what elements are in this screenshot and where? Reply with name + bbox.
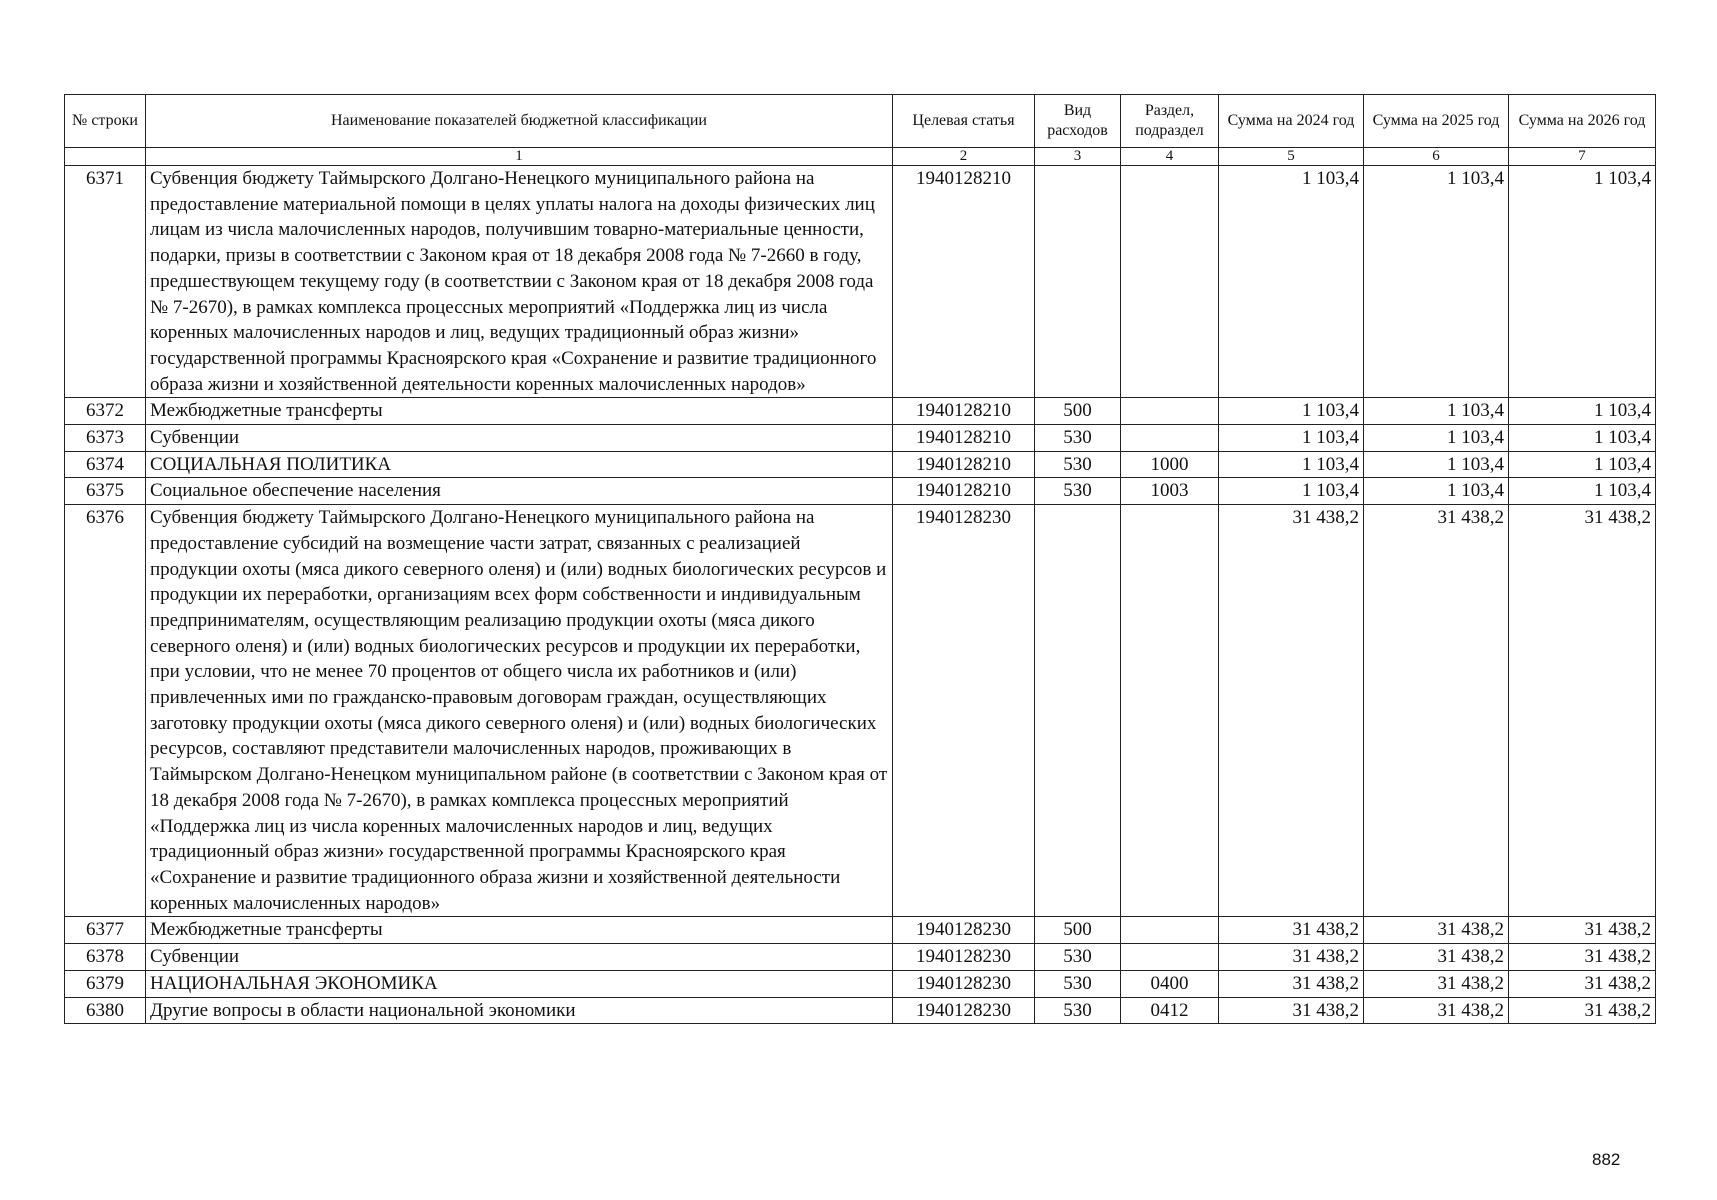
row-type: 500 (1035, 398, 1121, 425)
table-row (65, 478, 1656, 505)
row-sum-2026: 1 103,4 (1509, 166, 1656, 398)
row-sum-2024: 31 438,2 (1219, 944, 1364, 971)
header-name: Наименование показателей бюджетной классификации (146, 95, 893, 148)
row-sum-2025: 1 103,4 (1364, 398, 1509, 425)
table-row (65, 166, 1656, 398)
header-type: Вид расходов (1035, 95, 1121, 148)
row-section (1121, 166, 1219, 398)
row-sum-2024: 1 103,4 (1219, 478, 1364, 505)
row-number: 6376 (65, 505, 146, 917)
row-target: 1940128230 (893, 997, 1035, 1024)
row-sum-2024: 1 103,4 (1219, 398, 1364, 425)
table-row (65, 451, 1656, 478)
row-sum-2026: 31 438,2 (1509, 944, 1656, 971)
row-type: 530 (1035, 451, 1121, 478)
row-target: 1940128210 (893, 398, 1035, 425)
row-sum-2026: 31 438,2 (1509, 997, 1656, 1024)
row-number: 6377 (65, 917, 146, 944)
row-number: 6371 (65, 166, 146, 398)
table-row (65, 398, 1656, 425)
row-number: 6379 (65, 970, 146, 997)
row-section: 1000 (1121, 451, 1219, 478)
column-number (65, 148, 146, 166)
row-sum-2025: 1 103,4 (1364, 425, 1509, 452)
row-sum-2026: 1 103,4 (1509, 425, 1656, 452)
row-name: Межбюджетные трансферты (146, 398, 893, 425)
row-number: 6372 (65, 398, 146, 425)
row-sum-2025: 31 438,2 (1364, 944, 1509, 971)
row-name: Социальное обеспечение населения (146, 478, 893, 505)
header-target: Целевая статья (893, 95, 1035, 148)
row-sum-2026: 1 103,4 (1509, 451, 1656, 478)
row-sum-2026: 31 438,2 (1509, 917, 1656, 944)
row-section (1121, 505, 1219, 917)
row-name: Другие вопросы в области национальной экономики (146, 997, 893, 1024)
row-type: 530 (1035, 478, 1121, 505)
header-sum-2024: Сумма на 2024 год (1219, 95, 1364, 148)
row-sum-2026: 31 438,2 (1509, 970, 1656, 997)
row-name: НАЦИОНАЛЬНАЯ ЭКОНОМИКА (146, 970, 893, 997)
row-type: 530 (1035, 997, 1121, 1024)
row-number: 6380 (65, 997, 146, 1024)
header-row (65, 95, 1656, 148)
table-row (65, 944, 1656, 971)
row-sum-2024: 1 103,4 (1219, 425, 1364, 452)
table-row (65, 425, 1656, 452)
table-row (65, 997, 1656, 1024)
row-target: 1940128210 (893, 425, 1035, 452)
row-name: СОЦИАЛЬНАЯ ПОЛИТИКА (146, 451, 893, 478)
row-number: 6378 (65, 944, 146, 971)
row-name: Межбюджетные трансферты (146, 917, 893, 944)
row-section: 0412 (1121, 997, 1219, 1024)
row-type: 500 (1035, 917, 1121, 944)
column-number-row (65, 148, 1656, 166)
row-section: 1003 (1121, 478, 1219, 505)
table-row (65, 917, 1656, 944)
header-row-no: № строки (65, 95, 146, 148)
row-sum-2026: 1 103,4 (1509, 478, 1656, 505)
row-number: 6375 (65, 478, 146, 505)
row-sum-2025: 31 438,2 (1364, 505, 1509, 917)
row-target: 1940128210 (893, 478, 1035, 505)
row-sum-2024: 1 103,4 (1219, 451, 1364, 478)
row-name: Субвенция бюджету Таймырского Долгано-Ненецкого муниципального района на предоставление материальной помощи в целях уплаты налога на доходы физических лиц лицам из числа малочисленных народов, получившим товарно-материальные ценности, подарки, призы в соответствии с Законом края от 18 декабря 2008 года № 7-2660 в году, предшествующем текущему году (в соответствии с Законом края от 18 декабря 2008 года № 7-2670), в рамках комплекса процессных мероприятий «Поддержка лиц из числа коренных малочисленных народов и лиц, ведущих традиционный образ жизни» государственной программы Красноярского края «Сохранение и развитие традиционного образа жизни и хозяйственной деятельности коренных малочисленных народов» (146, 166, 893, 398)
row-name: Субвенции (146, 944, 893, 971)
row-name: Субвенции (146, 425, 893, 452)
row-type (1035, 166, 1121, 398)
row-section: 0400 (1121, 970, 1219, 997)
row-target: 1940128230 (893, 944, 1035, 971)
row-target: 1940128230 (893, 505, 1035, 917)
row-section (1121, 917, 1219, 944)
header-section: Раздел, подраздел (1121, 95, 1219, 148)
column-number: 5 (1219, 148, 1364, 166)
row-sum-2026: 31 438,2 (1509, 505, 1656, 917)
column-number: 3 (1035, 148, 1121, 166)
row-type (1035, 505, 1121, 917)
row-sum-2024: 31 438,2 (1219, 917, 1364, 944)
row-type: 530 (1035, 970, 1121, 997)
row-sum-2025: 1 103,4 (1364, 478, 1509, 505)
row-sum-2025: 1 103,4 (1364, 451, 1509, 478)
row-sum-2024: 1 103,4 (1219, 166, 1364, 398)
row-name: Субвенция бюджету Таймырского Долгано-Ненецкого муниципального района на предоставление субсидий на возмещение части затрат, связанных с реализацией продукции охоты (мяса дикого северного оленя) и (или) водных биологических ресурсов и продукции их переработки, организациям всех форм собственности и индивидуальным предпринимателям, осуществляющим реализацию продукции охоты (мяса дикого северного оленя) и (или) водных биологических ресурсов и продукции их переработки, при условии, что не менее 70 процентов от общего числа их работников и (или) привлеченных ими по гражданско-правовым договорам граждан, осуществляющих заготовку продукции охоты (мяса дикого северного оленя) и (или) водных биологических ресурсов, составляют представители малочисленных народов, проживающих в Таймырском Долгано-Ненецком муниципальном районе (в соответствии с Законом края от 18 декабря 2008 года № 7-2670), в рамках комплекса процессных мероприятий «Поддержка лиц из числа коренных малочисленных народов и лиц, ведущих традиционный образ жизни» государственной программы Красноярского края «Сохранение и развитие традиционного образа жизни и хозяйственной деятельности коренных малочисленных народов» (146, 505, 893, 917)
column-number: 4 (1121, 148, 1219, 166)
row-sum-2025: 1 103,4 (1364, 166, 1509, 398)
row-target: 1940128230 (893, 917, 1035, 944)
row-section (1121, 398, 1219, 425)
column-number: 7 (1509, 148, 1656, 166)
row-number: 6374 (65, 451, 146, 478)
row-sum-2025: 31 438,2 (1364, 970, 1509, 997)
row-sum-2024: 31 438,2 (1219, 505, 1364, 917)
row-target: 1940128210 (893, 451, 1035, 478)
header-sum-2026: Сумма на 2026 год (1509, 95, 1656, 148)
row-sum-2025: 31 438,2 (1364, 997, 1509, 1024)
row-sum-2025: 31 438,2 (1364, 917, 1509, 944)
row-sum-2024: 31 438,2 (1219, 997, 1364, 1024)
row-number: 6373 (65, 425, 146, 452)
row-section (1121, 944, 1219, 971)
column-number: 6 (1364, 148, 1509, 166)
row-type: 530 (1035, 425, 1121, 452)
budget-table (64, 94, 1656, 1024)
row-type: 530 (1035, 944, 1121, 971)
header-sum-2025: Сумма на 2025 год (1364, 95, 1509, 148)
page-number: 882 (1592, 1150, 1621, 1169)
table-row (65, 505, 1656, 917)
row-target: 1940128230 (893, 970, 1035, 997)
table-row (65, 970, 1656, 997)
row-sum-2026: 1 103,4 (1509, 398, 1656, 425)
row-section (1121, 425, 1219, 452)
column-number: 2 (893, 148, 1035, 166)
row-sum-2024: 31 438,2 (1219, 970, 1364, 997)
column-number: 1 (146, 148, 893, 166)
row-target: 1940128210 (893, 166, 1035, 398)
